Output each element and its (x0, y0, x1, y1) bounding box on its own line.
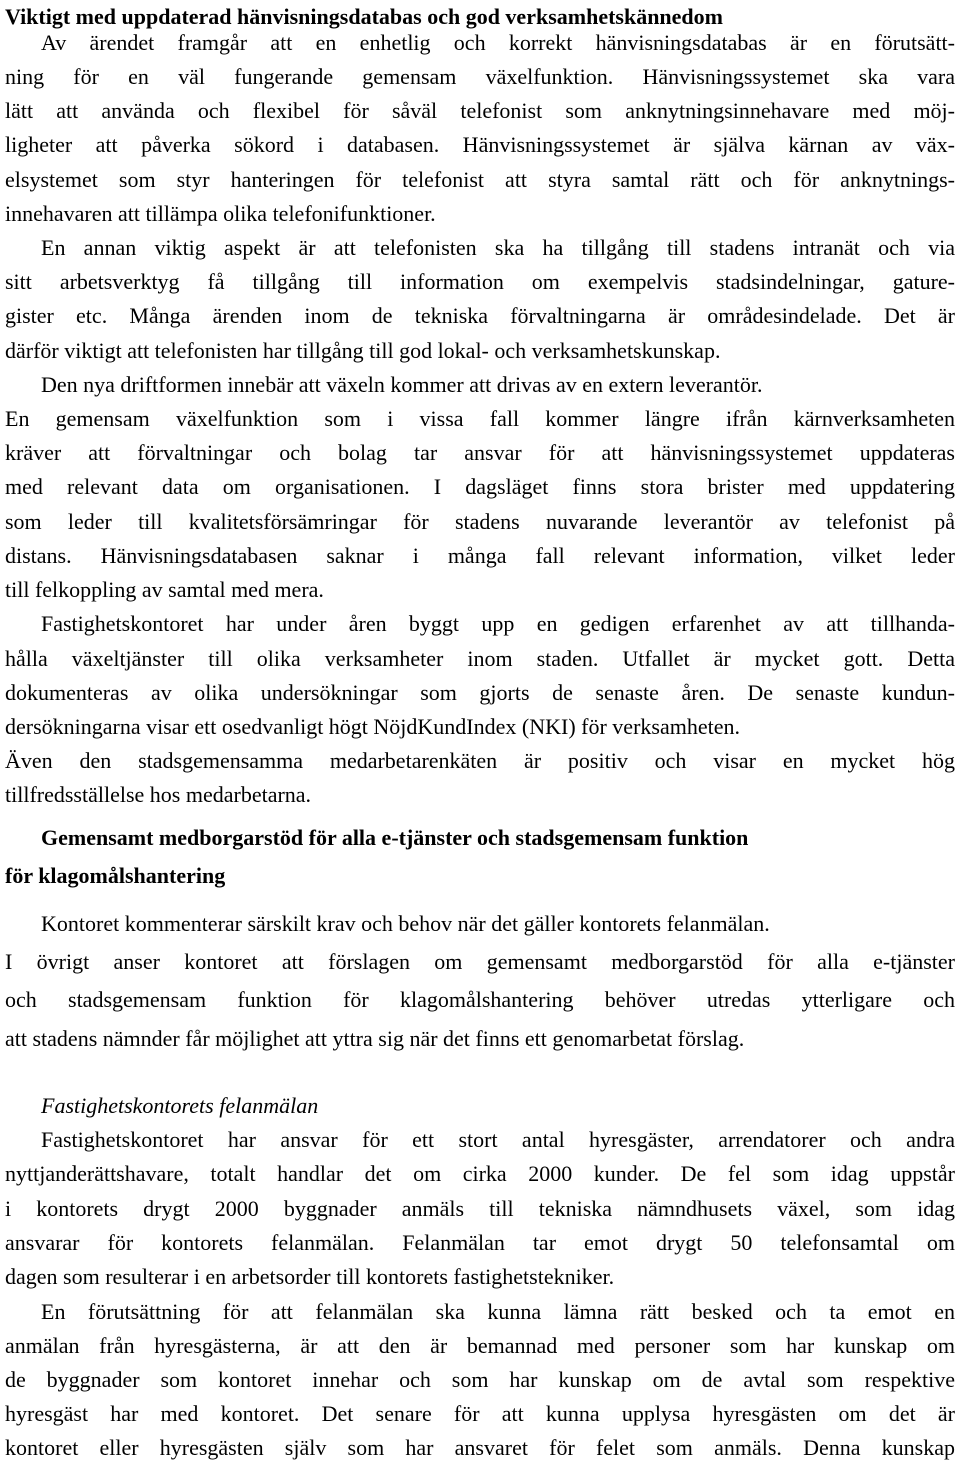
paragraph-line: dokumenteras av olika undersökningar som gjorts de senaste åren. De senaste kundun- (5, 680, 955, 705)
paragraph-line: innehavaren att tillämpa olika telefonifunktioner. (5, 201, 436, 226)
paragraph-line: Fastighetskontoret har under åren byggt upp en gedigen erfarenhet av att tillhanda- (41, 611, 955, 636)
paragraph-line: elsystemet som styr hanteringen för telefonist att styra samtal rätt och för anknytnings- (5, 167, 955, 192)
paragraph-line: I övrigt anser kontoret att förslagen om gemensamt medborgarstöd för alla e-tjänster (5, 949, 955, 974)
paragraph-line: och stadsgemensam funktion för klagomålshantering behöver utredas ytterligare och (5, 987, 955, 1012)
paragraph-line: ligheter att påverka sökord i databasen. Hänvisningssystemet är själva kärnan av väx- (5, 132, 955, 157)
paragraph-line: därför viktigt att telefonisten har tillgång till god lokal- och verksamhetskunskap. (5, 338, 721, 363)
paragraph-line: de byggnader som kontoret innehar och som har kunskap om de avtal som respektive (5, 1367, 955, 1392)
paragraph-line: ansvarar för kontorets felanmälan. Felanmälan tar emot drygt 50 telefonsamtal om (5, 1230, 955, 1255)
section-heading: för klagomålshantering (5, 863, 226, 888)
paragraph-line: gister etc. Många ärenden inom de tekniska förvaltningarna är områdesindelade. Det är (5, 303, 955, 328)
paragraph-line: nyttjanderättshavare, totalt handlar det om cirka 2000 kunder. De fel som idag uppstår (5, 1161, 955, 1186)
paragraph-line: anmälan från hyresgästerna, är att den är bemannad med personer som har kunskap om (5, 1333, 955, 1358)
paragraph-line: lätt att använda och flexibel för såväl telefonist som anknytningsinnehavare med möj- (5, 98, 955, 123)
subsection-heading: Fastighetskontorets felanmälan (41, 1093, 319, 1118)
paragraph-line: kräver att förvaltningar och bolag tar ansvar för att hänvisningssystemet uppdateras (5, 440, 955, 465)
paragraph-line: med relevant data om organisationen. I dagsläget finns stora brister med uppdatering (5, 474, 955, 499)
paragraph-line: sitt arbetsverktyg få tillgång till information om exempelvis stadsindelningar, gature- (5, 269, 955, 294)
paragraph-line: Fastighetskontoret har ansvar för ett stort antal hyresgäster, arrendatorer och andra (41, 1127, 955, 1152)
paragraph-line: dagen som resulterar i en arbetsorder till kontorets fastighetstekniker. (5, 1264, 615, 1289)
section-heading: Gemensamt medborgarstöd för alla e-tjänster och stadsgemensam funktion (41, 825, 749, 850)
paragraph-line: Den nya driftformen innebär att växeln kommer att drivas av en extern leverantör. (41, 372, 763, 397)
paragraph-line: i kontorets drygt 2000 byggnader anmäls till tekniska nämndhusets växel, som idag (5, 1196, 955, 1221)
paragraph-line: kontoret eller hyresgästen själv som har ansvaret för felet som anmäls. Denna kunskap (5, 1435, 955, 1460)
paragraph-line: som leder till kvalitetsförsämringar för stadens nuvarande leverantör av telefonist på (5, 509, 955, 534)
paragraph-line: hålla växeltjänster till olika verksamheter inom staden. Utfallet är mycket gott. Detta (5, 646, 955, 671)
paragraph-line: En annan viktig aspekt är att telefonisten ska ha tillgång till stadens intranät och via (41, 235, 955, 260)
paragraph-line: ning för en väl fungerande gemensam växelfunktion. Hänvisningssystemet ska vara (5, 64, 955, 89)
paragraph-line: En gemensam växelfunktion som i vissa fall kommer längre ifrån kärnverksamheten (5, 406, 955, 431)
paragraph-line: Av ärendet framgår att en enhetlig och korrekt hänvisningsdatabas är en förutsätt- (41, 30, 955, 55)
paragraph-line: Kontoret kommenterar särskilt krav och behov när det gäller kontorets felanmälan. (41, 911, 770, 936)
section-heading: Viktigt med uppdaterad hänvisningsdatabas och god verksamhetskännedom (5, 4, 723, 29)
paragraph-line: dersökningarna visar ett osedvanligt högt NöjdKundIndex (NKI) för verksamheten. (5, 714, 740, 739)
paragraph-line: till felkoppling av samtal med mera. (5, 577, 324, 602)
paragraph-line: Även den stadsgemensamma medarbetarenkäten är positiv och visar en mycket hög (5, 748, 955, 773)
paragraph-line: hyresgäst har med kontoret. Det senare för att kunna upplysa hyresgästen om det är (5, 1401, 955, 1426)
paragraph-line: distans. Hänvisningsdatabasen saknar i många fall relevant information, vilket leder (5, 543, 955, 568)
paragraph-line: En förutsättning för att felanmälan ska kunna lämna rätt besked och ta emot en (41, 1299, 955, 1324)
paragraph-line: tillfredsställelse hos medarbetarna. (5, 782, 312, 807)
paragraph-line: att stadens nämnder får möjlighet att yttra sig när det finns ett genomarbetat förslag. (5, 1026, 745, 1051)
